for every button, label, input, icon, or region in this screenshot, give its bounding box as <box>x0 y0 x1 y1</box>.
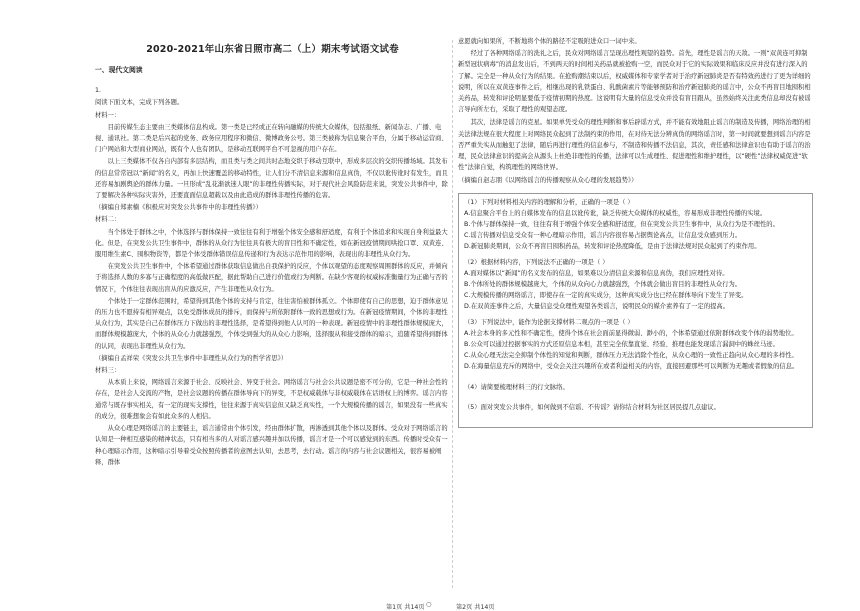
question-1-stem: （1）下列对材料相关内容的理解和分析，正确的一项是（ ） <box>464 198 634 206</box>
material-2-label: 材料二： <box>95 216 121 224</box>
question-number: 1. <box>95 87 102 95</box>
fold-circle-icon: ○ <box>426 601 432 608</box>
question-2-option-c[interactable]: C.大规模传播的网络谣言，即使存在一定的真实成分，这种真实成分也已经在群体导向下发生了异变。 <box>464 292 748 300</box>
page-number-left: 第1页 共14页 <box>386 604 425 611</box>
question-2-stem: （2）根据材料内容，下列说法不正确的一项是（ ） <box>464 258 609 266</box>
right-column <box>458 36 813 428</box>
question-2-option-d[interactable]: D.在双黄连事件之后，大量信息受众理性观望各类谣言，说明民众的媒介素养有了一定的提高。 <box>464 303 730 311</box>
question-1-option-d[interactable]: D.新冠肺炎期间，公众不再盲目囤积药品，转发和评论热度降低，是由于法律法规对民众起到了约束作用。 <box>464 243 761 251</box>
section-heading: 一、现代文阅读 <box>95 66 143 74</box>
question-4-stem: （4）请简要梳理材料三的行文脉络。 <box>464 383 569 391</box>
material-1-label: 材料一： <box>95 111 121 119</box>
question-5-stem: （5）面对突发公共事件，如何做到不信谣、不传谣？请你结合材料为社区居民提几点建议。 <box>464 403 720 411</box>
material-3-continuation: 意愿就向如果所，不断地将个体的路径不定吸附进众口一词中来。 <box>458 38 641 45</box>
question-1-option-b[interactable]: B.个体与群体保持一致，往往有利于增强个体安全感和舒适度，但在突发公共卫生事件中，从众行为是不理性的。 <box>464 221 779 229</box>
material-1-source: （摘编自郑素楠《积极应对突发公共事件中的非理性传播》） <box>95 204 262 212</box>
page-number-right: 第2页 共14页 <box>456 604 495 611</box>
left-column <box>95 60 450 469</box>
question-3-stem: （3）下列说法中，能作为论据支撑材料二观点的一项是（ ） <box>464 318 634 326</box>
question-3-option-d[interactable]: D.在海量信息充斥的网络中，受众会关注兴趣所在或者利益相关的内容，直接回避那些可以判断为无趣或者假象的信息。 <box>464 363 799 371</box>
material-1-paragraph: 以上三类媒体不仅各自内部有多层结构，而且类与类之间共时态地交织于移动互联中，形成多层次的交织传播场域。其发布的信息常常冠以“新闻”的名义，再加上快速覆盖的移动特性，让人们分不清信息来源和信息真伪，不仅以讹传讹时有发生，而且还容易加剧舆论的群体力量。一旦形成“乱花渐欲迷人眼”的非理性传播实际，对于现代社会风险防范来说，突发公共事件中，除了要解决各种实际灾害外，还要直面信息超载以及由此造成的群体非理性传播的危害。 <box>95 158 448 200</box>
material-3-paragraph: 从众心理是网络谣言的主要链主，谣言通常由个体引发，经由群体扩散，再渗透到其他个体以及群体。受众对于网络谣言的认知是一种相互感染的精神状态，只有相当多的人对谣言感兴趣并加以传播，谣言才是一个可以感觉到的东西。传播时受众有一种心理暗示作用，这种暗示引导着受众按照传播者的意图去认知，去思考，去行动。谣言的内容与社会议题相关，很容易被阐释，群体 <box>95 425 448 466</box>
material-2-paragraph: 当个体处于群体之中，个体选择与群体保持一致往往有利于增强个体安全感和舒适度，有利于个体追求和实现自身利益最大化。但是，在突发公共卫生事件中，群体的从众行为往往具有极大的盲目性和不确定性，如在新冠疫情期间哄抢口罩、双黄连、服用维生素C、囤积物资等，都是个体受群体错误信息传递和行为表达示范作用的影响，表现出的非理性从众行为。 <box>95 228 448 259</box>
material-2-paragraph: 在突发公共卫生事件中，个体希望通过群体获取信息做出自我保护的反应，个体以观望的态度观察周围群体的反应，并倾向于将选择人数的多寡与正确程度的高低做匹配，据此帮助自己进行价值或行为判断。在缺少客观的权威标准衡量行为正确与否的情况下，个体往往表现出盲从的应激反应，产生非理性从众行为。 <box>95 263 448 293</box>
material-3-label: 材料三： <box>95 367 121 375</box>
question-3-option-c[interactable]: C.从众心理无法完全抑制个体性的知觉和判断，群体压力无法消除个性化，从众心理的一致性正趋向从众心理的多样性。 <box>464 352 798 360</box>
instruction: 阅读下面文本，完成下列各题。 <box>95 99 184 107</box>
exam-title: 2020-2021年山东省日照市高二（上）期末考试语文试卷 <box>146 44 399 55</box>
material-2-source: （摘编自孟祥荣《突发公共卫生事件中非理性从众行为的哲学省思》） <box>95 354 288 362</box>
material-3-source: （摘编自赵志朋《以网络谣言的传播观察从众心理的发展趋势》） <box>458 177 638 185</box>
material-3-paragraph: 其次，法律是谣言的克星。如果单凭受众的理性判断和事后辟谣方式，并不能有效地阻止谣言的制造及传播，网络治理的相关法律法规在很大程度上对网络民众起到了法制约束的作用，在对待无法分辨真伪的网络谣言时，第一时间就要想到谣言内容是否严重失实从而触犯了法律，随后再进行理性的信息参与，不制造和传播不法信息，其次，责任感和法律意识也有助于谣言的治理，民众法律意识的提高会从源头上杜绝非理性的传播，法律可以生成理性、促进理性和维护理性，以“硬性”法律权威促进“软性”法律自觉，构筑理性的网络世界。 <box>458 119 811 172</box>
question-2-option-a[interactable]: A.面对媒体以“新闻”的名义发布的信息，如果难以分清信息来源和信息真伪，我们应理性对待。 <box>464 269 729 277</box>
material-3-paragraph: 经过了各种网络谣言的洗礼之后，民众对网络谣言呈现出理性观望的趋势。首先，理性是谣言的天敌。一则“双黄连可抑制新型冠状病毒”的消息发出后，不到两天的时间相关药品就被抢购一空，而民众对于它的实际效果和临床反应并没有进行深入的了解。完全是一种从众行为的结果。在抢购潮结束以后，权威媒体和专家学者对于治疗新冠肺炎是否有特效药进行了更为详细的说明，所以在双黄连事件之后，相继出现的乳铁蛋白、乳酸菌素片等能够预防和治疗新冠肺炎的谣言中，公众不再盲目地囤积相关药品，转发和评论明显要低于疫情初期的热度。这说明有大量的信息受众并没有盲目跟从，虽然始终关注此类信息却没有被谣言导向所左右，采取了理性的观望态度。 <box>458 50 811 114</box>
question-2-option-b[interactable]: B.个体所处的群体规模越庞大，个体的从众向心力就越强烈，个体就会做出盲目的非理性从众行为。 <box>464 281 742 289</box>
questions-box <box>458 193 813 428</box>
material-2-paragraph: 个体处于一定群体范围时，希望得到其他个体的支持与肯定，往往害怕被群体孤立。个体即使有自己的思想，迫于群体意见的压力也不愿持有相异观点，以免受群体成员的排斥，而保持与所依附群体一致的思想或行为。在新冠疫情期间，个体的非理性从众行为，其实是自己在群体压力下做出的非理性选择，是希望得到他人认可的一种表现。新冠疫情中的非理性群体规模庞大，而群体规模越庞大，个体的从众心力就越强烈，个体受到强大的从众心力影响，选择服从和接受群体的暗示，追随希望得到群体的认同，表现出非理性从众行为。 <box>95 297 448 350</box>
question-1-option-c[interactable]: C.谣言传播对信息受众有一种心理暗示作用，谣言内容很容易占据舆论高点，让信息受众感到压力。 <box>464 232 742 240</box>
question-3-option-a[interactable]: A.社会本身的多元性和不确定性，使得个体在社会面前显得微弱、渺小的，个体希望通过依附群体改变个体的弱势地位。 <box>464 329 798 337</box>
question-3-option-b[interactable]: B.公众可以通过控据事实的方式还原信息本相，甚至完全依靠直觉、经验、推理也能发现谣言漏洞中的蛛丝马迹。 <box>464 341 779 349</box>
material-3-paragraph: 从本质上来说，网络谣言来源于社会、反映社会、异变于社会。网络谣言与社会公共议题是密不可分的，它是一种社会性的存在，是社会人交流的产物，是社会议题的传播在群体导向下的异变，不是权威载体与非权威载体在话语权上的博弈。谣言内容通常与既存事实相关，有一定的现实支撑性，往往来源于真实信息但又缺乏真实性，一个大规模传播的谣言，如果没有一些真实的成分，很难想象会有如此众多的人相信。 <box>95 379 448 420</box>
question-1-option-a[interactable]: A.信息聚合平台上的自媒体发布的信息以讹传讹，缺乏传统大众媒体的权威性，容易形成非理性传播的实境。 <box>464 209 767 217</box>
material-1-paragraph: 目前传媒生态主要由三类媒体信息构成。第一类是已经或正在转向融媒的传统大众媒体，包括报纸、新闻杂志、广播、电视、通讯社。第二类是后兴起的党务、政务应用程序和微信、微博政务公号。第三类被称为信息聚合平台，分属于移动运营商、门户网站和大型商业网站，既有个人也有团队，是移动互联网平台不可忽视的用户存在。 <box>95 123 448 154</box>
column-divider <box>452 40 453 588</box>
